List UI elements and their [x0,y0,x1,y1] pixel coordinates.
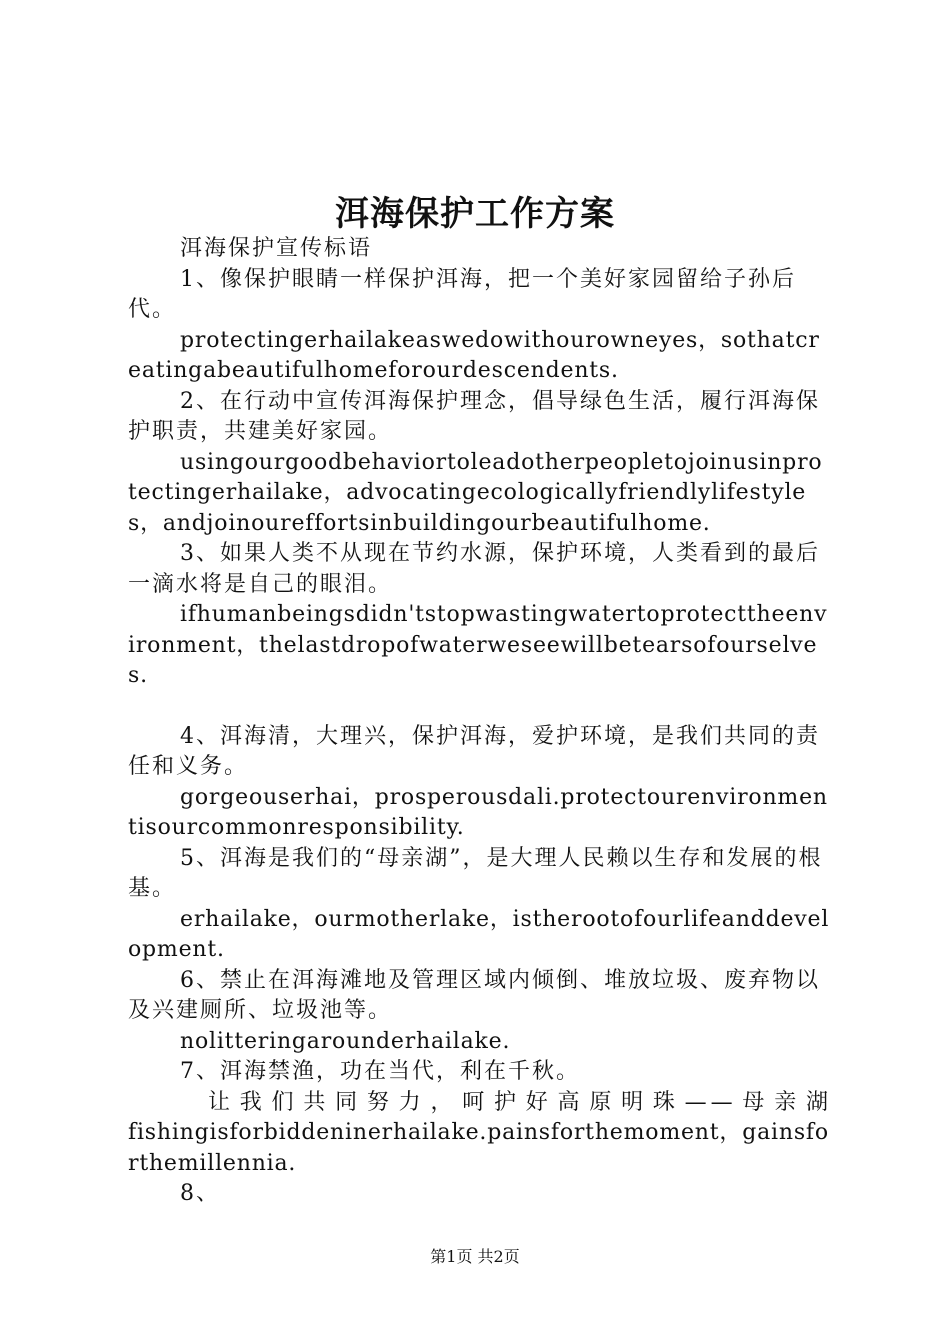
slogan-3-en: ifhumanbeingsdidn'tstopwastingwatertoprotecttheenvironment，thelastdropofwaterweseewillbetearsofourselves. [128,602,828,688]
slogan-8-cn: 8、 [180,1181,220,1206]
slogan-7-cn: 7、洱海禁渔，功在当代，利在千秋。 [180,1059,580,1084]
slogan-1-en: protectingerhailakeaswedowithourowneyes，sothatcreatingabeautifulhomeforourdescendents. [128,327,820,383]
subtitle: 洱海保护宣传标语 [180,236,373,261]
slogan-5-cn: 5、洱海是我们的“母亲湖”，是大理人民赖以生存和发展的根基。 [128,845,823,901]
slogan-4-en: gorgeouserhai，prosperousdali.protectourenvironmentisourcommonresponsibility. [128,784,828,840]
blank-line [128,692,832,722]
slogan-6-en: nolitteringarounderhailake. [180,1028,511,1054]
slogan-2-en: usingourgoodbehaviortoleadotherpeopletojoinusinprotectingerhailake，advocatingecologicallyfriendlylifestyles，andjoinoureffortsinbuildingourbeautifulhome. [128,449,823,536]
slogan-1-cn: 1、像保护眼睛一样保护洱海，把一个美好家园留给子孙后代。 [128,266,796,322]
slogan-6-cn: 6、禁止在洱海滩地及管理区域内倾倒、堆放垃圾、废弃物以及兴建厕所、垃圾池等。 [128,967,820,1023]
slogan-7-cn-continued: 让我们共同努力，呵护好高原明珠——母亲湖 [208,1089,832,1115]
slogan-3-cn: 3、如果人类不从现在节约水源，保护环境，人类看到的最后一滴水将是自己的眼泪。 [128,541,820,597]
document-body [128,234,832,1210]
slogan-4-cn: 4、洱海清，大理兴，保护洱海，爱护环境，是我们共同的责任和义务。 [128,723,820,779]
slogan-7-en: fishingisforbiddeninerhailake.painsforthemoment，gainsforthemillennia. [128,1120,829,1176]
document-title: 洱海保护工作方案 [335,194,615,234]
page-footer: 第1页 共2页 [430,1247,520,1266]
slogan-5-en: erhailake，ourmotherlake，istherootofourlifeanddevelopment. [128,906,830,962]
slogan-2-cn: 2、在行动中宣传洱海保护理念，倡导绿色生活，履行洱海保护职责，共建美好家园。 [128,388,820,444]
